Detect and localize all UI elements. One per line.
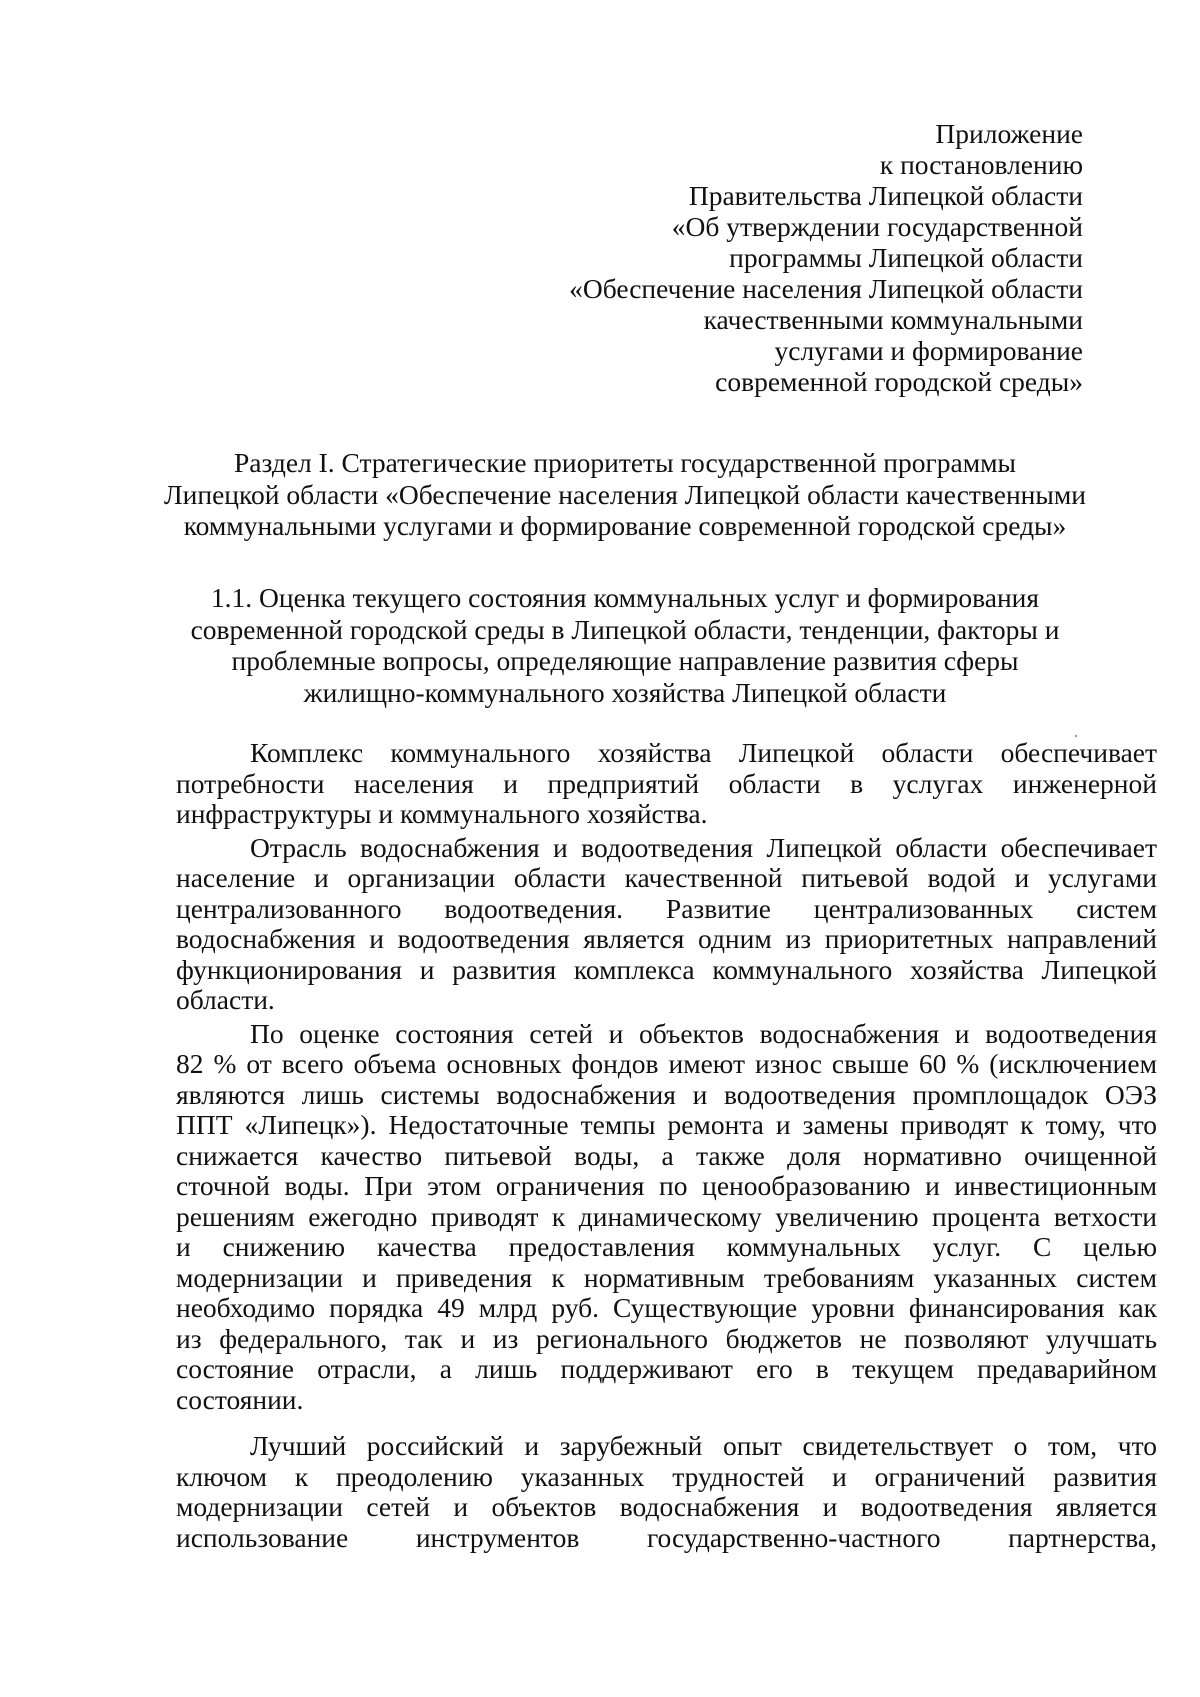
subsection-title-line: проблемные вопросы, определяющие направление развития сферы [231,645,1019,676]
paragraph-line: Комплекс коммунального хозяйства Липецкой области обеспечивает [250,737,1157,768]
paragraph-line: сточной воды. При этом ограничения по ценообразованию и инвестиционным [176,1170,1157,1201]
paragraph-line: модернизации и приведения к нормативным требованиям указанных систем [176,1261,1157,1293]
paragraph-line: являются лишь системы водоснабжения и водоотведения промплощадок ОЭЗ [176,1078,1157,1110]
paragraph-line: ключом к преодолению указанных трудностей и ограничений развития [176,1460,1157,1492]
paragraph-line: ППТ «Липецк»). Недостаточные темпы ремонта и замены приводят к тому, что [176,1109,1157,1140]
paragraph-2 [176,833,1157,1016]
paragraph-1 [176,738,1157,830]
attachment-line: услугами и формирование [774,335,1083,366]
paragraph-line: Отрасль водоснабжения и водоотведения Липецкой области обеспечивает [250,831,1157,863]
attachment-line: качественными коммунальными [703,304,1083,335]
paragraph-line: области. [176,984,275,1015]
attachment-line: к постановлению [879,149,1083,180]
subsection-title-line: 1.1. Оценка текущего состояния коммунальных услуг и формирования [210,582,1040,613]
paragraph-line: состояние отрасли, а лишь поддерживают его в текущем предаварийном [176,1353,1157,1384]
paragraph-3 [176,1019,1157,1416]
paragraph-line: необходимо порядка 49 млрд руб. Существующие уровни финансирования как [176,1292,1157,1323]
paragraph-line: население и организации области качественной питьевой водой и услугами [176,862,1157,893]
paragraph-line: Лучший российский и зарубежный опыт свидетельствует о том, что [250,1430,1157,1461]
subsection-title-line: современной городской среды в Липецкой области, тенденции, факторы и [190,613,1060,645]
paragraph-line: и снижению качества предоставления коммунальных услуг. С целью [176,1231,1157,1262]
section-title-line: Липецкой области «Обеспечение населения Липецкой области качественными [164,478,1086,510]
paragraph-line: потребности населения и предприятий области в услугах инженерной [176,767,1157,799]
subsection-title [150,582,1100,708]
paragraph-line: водоснабжения и водоотведения является одним из приоритетных направлений [176,923,1157,954]
paragraph-line: функционирования и развития комплекса коммунального хозяйства Липецкой [176,953,1157,985]
body-text [176,738,1157,1553]
section-title-line: Раздел I. Стратегические приоритеты государственной программы [233,447,1017,478]
attachment-line: Приложение [935,118,1083,149]
paragraph-line: По оценке состояния сетей и объектов водоснабжения и водоотведения [250,1017,1157,1049]
section-title-line: коммунальными услугами и формирование современной городской среды» [183,510,1067,541]
attachment-header [443,118,1083,397]
subsection-title-line: жилищно-коммунального хозяйства Липецкой области [303,676,947,708]
paragraph-line: модернизации сетей и объектов водоснабжения и водоотведения является [176,1491,1157,1522]
attachment-line: современной городской среды» [715,366,1083,397]
attachment-line: «Об утверждении государственной [671,211,1083,242]
attachment-line: Правительства Липецкой области [688,180,1083,211]
paragraph-line: 82 % от всего объема основных фондов имеют износ свыше 60 % (исключением [176,1048,1157,1079]
paragraph-line: из федерального, так и из регионального бюджетов не позволяют улучшать [176,1322,1157,1354]
paragraph-line: решениям ежегодно приводят к динамическому увеличению процента ветхости [176,1200,1157,1232]
attachment-line: «Обеспечение населения Липецкой области [569,273,1083,304]
paragraph-line: снижается качество питьевой воды, а также доля нормативно очищенной [176,1139,1157,1171]
paragraph-4 [176,1431,1157,1553]
section-title [150,447,1100,542]
paragraph-line: состоянии. [176,1383,304,1415]
attachment-line: программы Липецкой области [729,242,1083,273]
paragraph-line: использование инструментов государственно-частного партнерства, [176,1521,1157,1553]
paragraph-line: инфраструктуры и коммунального хозяйства. [176,798,708,829]
paragraph-line: централизованного водоотведения. Развитие централизованных систем [176,892,1157,924]
